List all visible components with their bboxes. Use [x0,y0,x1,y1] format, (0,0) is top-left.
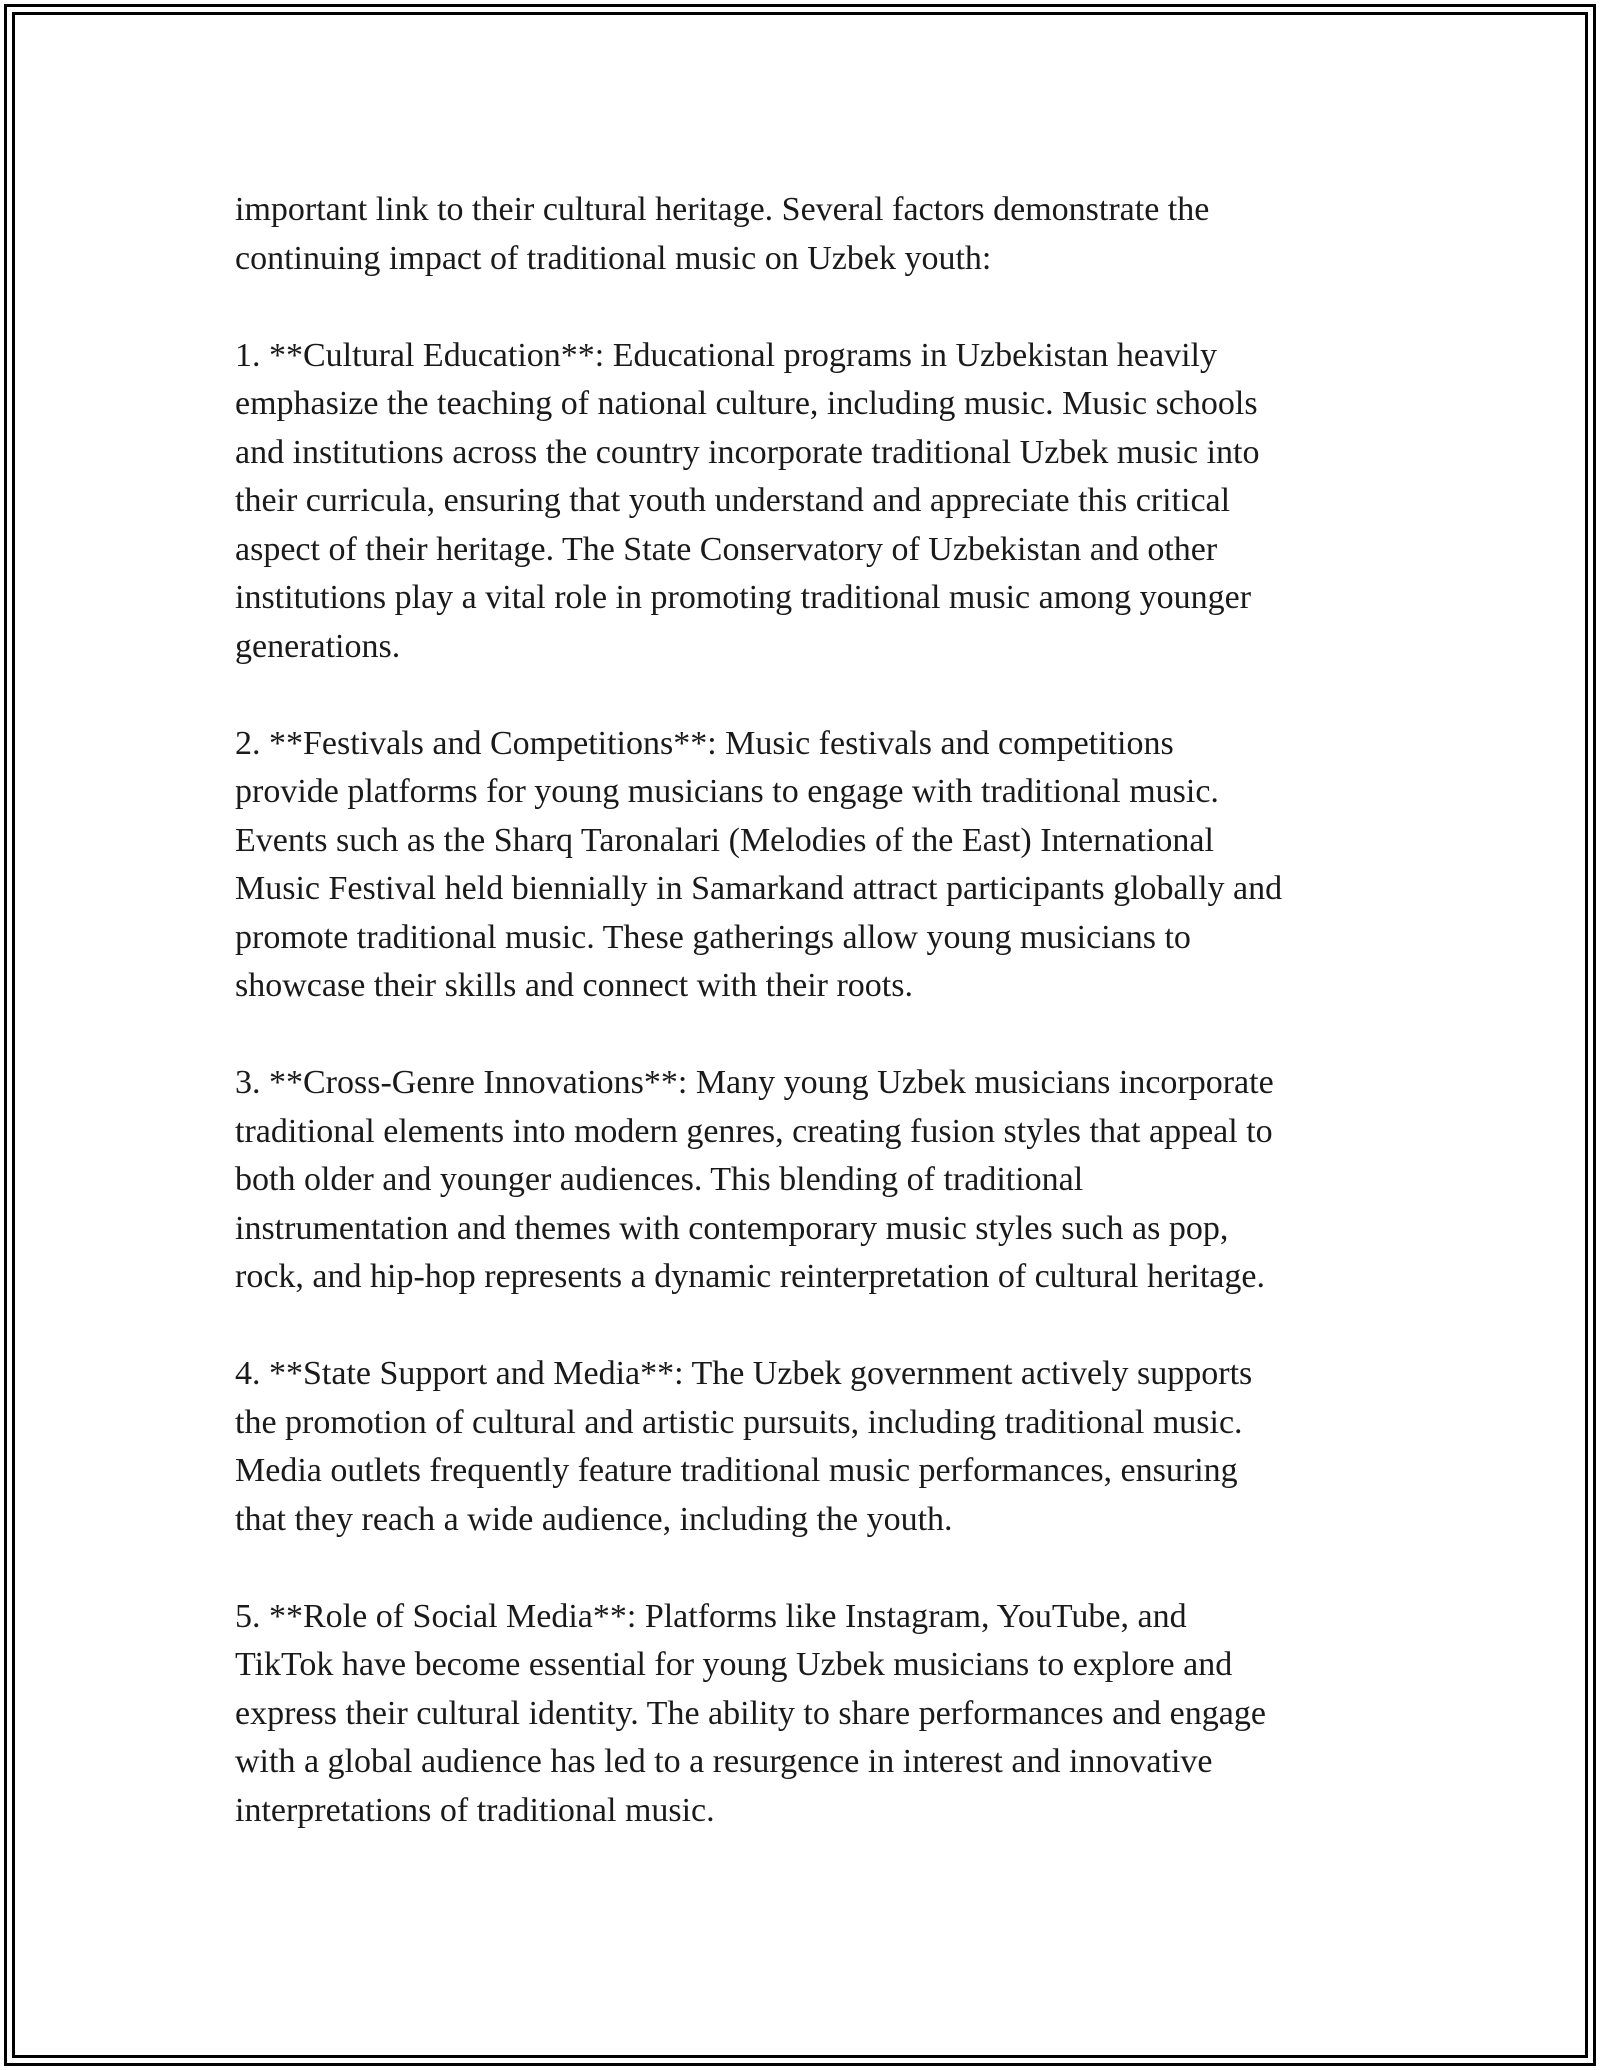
text-line: promote traditional music. These gatherings allow young musicians to [235,918,1191,956]
text-line: institutions play a vital role in promoting traditional music among younger [235,579,1252,616]
text-line: aspect of their heritage. The State Conservatory of Uzbekistan and other [235,530,1218,568]
text-line: 1. **Cultural Education**: Educational programs in Uzbekistan heavily [235,336,1217,374]
text-line: showcase their skills and connect with their roots. [235,967,913,1004]
text-line: the promotion of cultural and artistic pursuits, including traditional music. [235,1403,1243,1441]
text-line: provide platforms for young musicians to engage with traditional music. [235,773,1219,810]
text-line: with a global audience has led to a resurgence in interest and innovative [235,1743,1213,1780]
text-line: Music Festival held biennially in Samarkand attract participants globally and [235,870,1283,907]
list-item-cultural-education [235,332,1375,672]
document-body [235,186,1375,1884]
text-line: 4. **State Support and Media**: The Uzbek government actively supports [235,1355,1253,1392]
text-line: their curricula, ensuring that youth understand and appreciate this critical [235,482,1231,519]
text-line: 2. **Festivals and Competitions**: Music festivals and competitions [235,724,1174,762]
text-line: that they reach a wide audience, including the youth. [235,1500,953,1538]
text-line: Media outlets frequently feature traditional music performances, ensuring [235,1452,1238,1489]
list-item-festivals [235,720,1375,1011]
text-line: both older and younger audiences. This blending of traditional [235,1161,1084,1198]
intro-paragraph [235,186,1375,283]
text-line: express their cultural identity. The ability to share performances and engage [235,1694,1266,1732]
list-item-state-support [235,1350,1375,1544]
list-item-social-media [235,1593,1375,1836]
text-line: and institutions across the country incorporate traditional Uzbek music into [235,433,1260,471]
text-line: rock, and hip-hop represents a dynamic reinterpretation of cultural heritage. [235,1258,1265,1295]
text-line: TikTok have become essential for young Uzbek musicians to explore and [235,1646,1233,1683]
text-line: instrumentation and themes with contemporary music styles such as pop, [235,1209,1229,1247]
text-line: 5. **Role of Social Media**: Platforms like Instagram, YouTube, and [235,1597,1187,1635]
list-item-cross-genre [235,1059,1375,1302]
text-line: interpretations of traditional music. [235,1791,715,1829]
text-line: traditional elements into modern genres, creating fusion styles that appeal to [235,1112,1273,1150]
text-line: emphasize the teaching of national culture, including music. Music schools [235,385,1258,422]
text-line: generations. [235,627,401,665]
text-line: continuing impact of traditional music on Uzbek youth: [235,239,992,277]
text-line: Events such as the Sharq Taronalari (Melodies of the East) International [235,821,1214,859]
text-line: important link to their cultural heritage. Several factors demonstrate the [235,191,1210,228]
text-line: 3. **Cross-Genre Innovations**: Many young Uzbek musicians incorporate [235,1064,1274,1101]
